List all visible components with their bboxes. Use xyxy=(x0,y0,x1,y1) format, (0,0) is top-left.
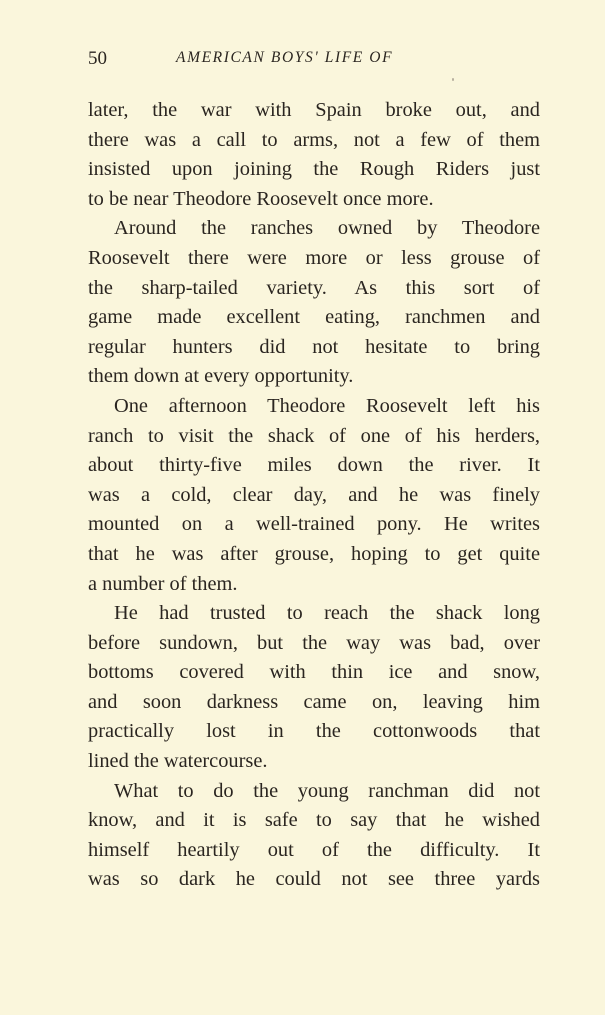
text-line: later, the war with Spain broke out, and xyxy=(88,99,540,121)
page-header xyxy=(88,48,548,72)
text-line: insisted upon joining the Rough Riders just xyxy=(88,158,540,181)
page-number: 50 xyxy=(88,48,107,69)
body-text xyxy=(88,96,540,895)
text-line: practically lost in the cottonwoods that xyxy=(88,720,540,743)
text-line: game made excellent eating, ranchmen and xyxy=(88,306,540,329)
text-line: Around the ranches owned by Theodore xyxy=(114,217,540,240)
text-line: mounted on a well-trained pony. He writes xyxy=(88,513,540,536)
text-line: to be near Theodore Roosevelt once more. xyxy=(88,187,434,210)
text-line: there was a call to arms, not a few of them xyxy=(88,128,540,151)
running-title: AMERICAN BOYS' LIFE OF xyxy=(176,49,394,66)
text-line: a number of them. xyxy=(88,572,238,595)
text-line: lined the watercourse. xyxy=(88,750,268,773)
text-line: before sundown, but the way was bad, over xyxy=(88,631,540,654)
text-line: was so dark he could not see three yards xyxy=(88,868,540,891)
text-line: himself heartily out of the difficulty. It xyxy=(88,838,540,861)
text-line: the sharp-tailed variety. As this sort of xyxy=(88,276,540,299)
text-line: Roosevelt there were more or less grouse of xyxy=(88,246,540,269)
text-line: that he was after grouse, hoping to get quite xyxy=(88,542,540,565)
text-line: and soon darkness came on, leaving him xyxy=(88,690,540,713)
text-line: What to do the young ranchman did not xyxy=(114,779,540,802)
text-line: them down at every opportunity. xyxy=(88,365,354,388)
text-line: He had trusted to reach the shack long xyxy=(114,602,540,625)
text-line: bottoms covered with thin ice and snow, xyxy=(88,661,540,684)
text-line: regular hunters did not hesitate to bring xyxy=(88,335,540,358)
text-line: One afternoon Theodore Roosevelt left his xyxy=(114,394,540,417)
text-line: know, and it is safe to say that he wished xyxy=(88,809,540,832)
text-line: ranch to visit the shack of one of his herders, xyxy=(88,424,540,447)
text-line: about thirty-five miles down the river. It xyxy=(88,454,540,477)
paper-speck xyxy=(452,78,454,81)
text-line: was a cold, clear day, and he was finely xyxy=(88,483,540,506)
